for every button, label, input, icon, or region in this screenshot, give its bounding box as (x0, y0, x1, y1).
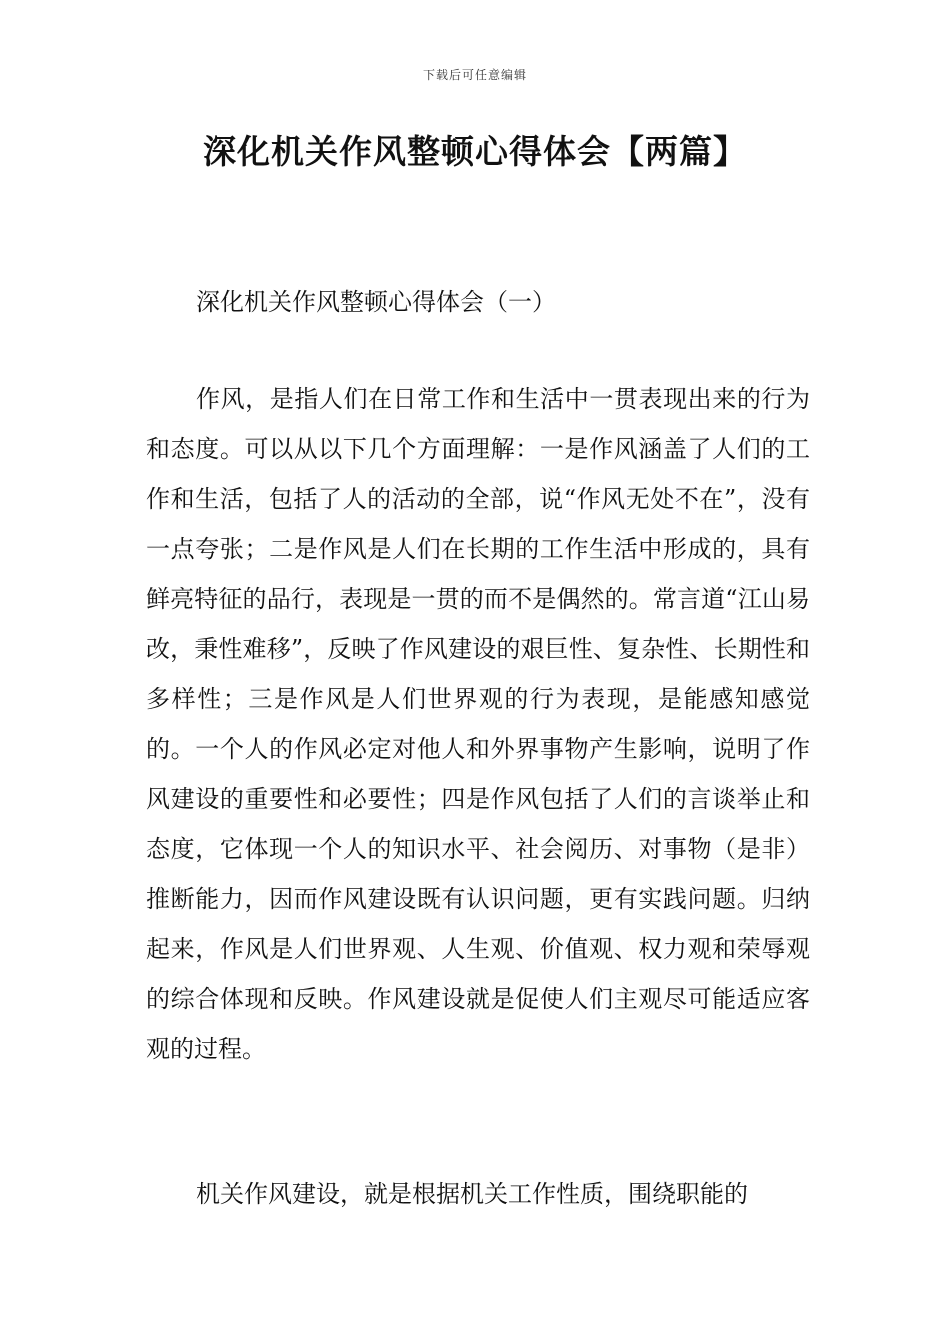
body-paragraph-1: 作风，是指人们在日常工作和生活中一贯表现出来的行为和态度。可以从以下几个方面理解：一是作风涵盖了人们的工作和生活，包括了人的活动的全部，说“作风无处不在”，没有一点夸张；二是作风是人们在长期的工作生活中形成的，具有鲜亮特征的品行，表现是一贯的而不是偶然的。常言道“江山易改，秉性难移”，反映了作风建设的艰巨性、复杂性、长期性和多样性；三是作风是人们世界观的行为表现，是能感知感觉的。一个人的作风必定对他人和外界事物产生影响，说明了作风建设的重要性和必要性；四是作风包括了人们的言谈举止和态度，它体现一个人的知识水平、社会阅历、对事物（是非）推断能力，因而作风建设既有认识问题，更有实践问题。归纳起来，作风是人们世界观、人生观、价值观、权力观和荣辱观的综合体现和反映。作风建设就是促使人们主观尽可能适应客观的过程。 (146, 385, 810, 1063)
body-paragraph-2: 机关作风建设，就是根据机关工作性质，围绕职能的 (196, 1180, 748, 1208)
header-note: 下载后可任意编辑 (422, 68, 527, 82)
document-title: 深化机关作风整顿心得体会【两篇】 (203, 132, 747, 171)
section-heading: 深化机关作风整顿心得体会（一） (196, 288, 556, 316)
